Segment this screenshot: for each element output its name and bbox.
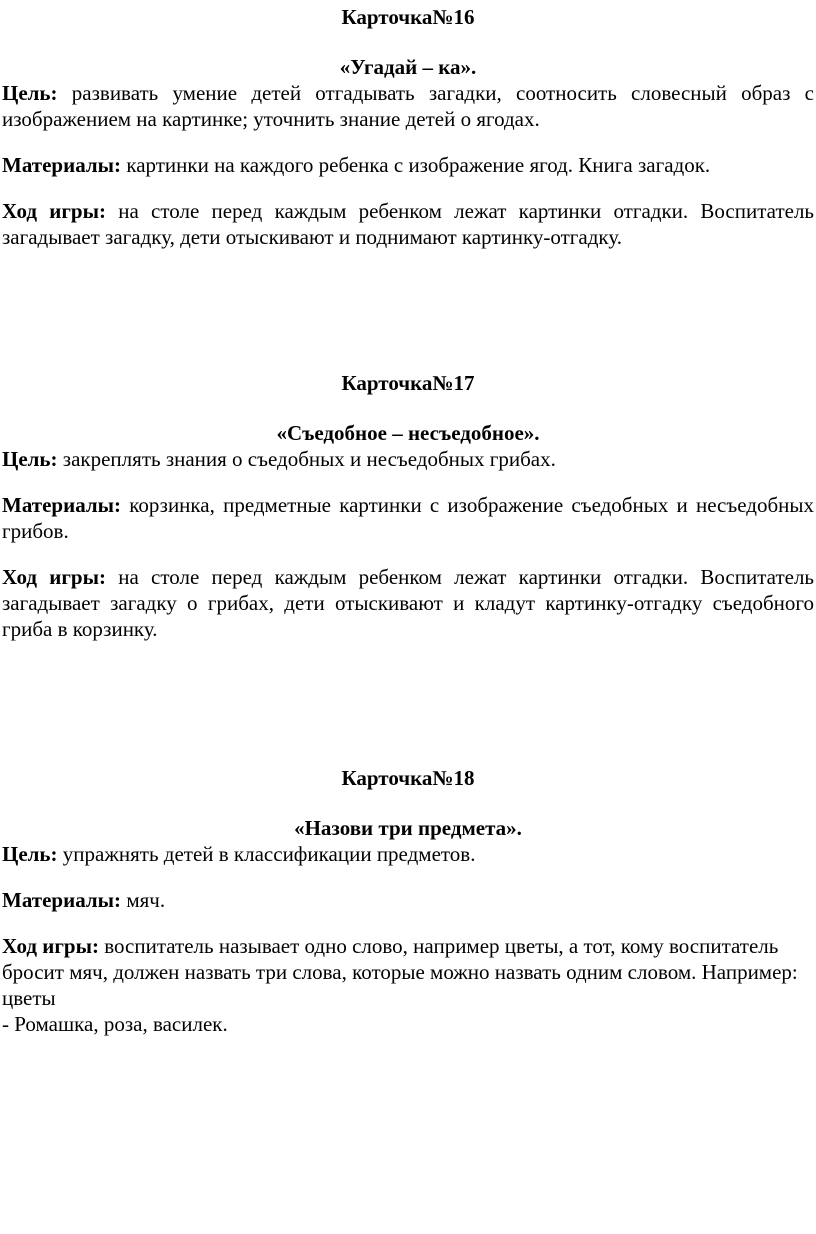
card-17 (2, 370, 814, 642)
goal-paragraph (2, 841, 814, 867)
example-line: - Ромашка, роза, василек. (2, 1012, 228, 1036)
goal-label: Цель: (2, 842, 58, 866)
goal-paragraph (2, 80, 814, 132)
materials-label: Материалы: (2, 888, 122, 912)
course-label: Ход игры: (2, 565, 106, 589)
goal-text: упражнять детей в классификации предметов. (57, 842, 476, 866)
card-18 (2, 765, 814, 1037)
goal-text: развивать умение детей отгадывать загадки, соотносить словесный образ с изображением на картинке; уточнить знание детей о ягодах. (2, 81, 814, 131)
course-label: Ход игры: (2, 199, 106, 223)
goal-label: Цель: (2, 81, 58, 105)
course-text: на столе перед каждым ребенком лежат картинки отгадки. Воспитатель загадывает загадку о грибах, дети отыскивают и кладут картинку-отгадку съедобного гриба в корзинку. (2, 565, 815, 641)
goal-text: закреплять знания о съедобных и несъедобных грибах. (57, 447, 556, 471)
card-16 (2, 4, 814, 250)
course-paragraph (2, 933, 814, 1011)
game-name: «Назови три предмета». (294, 816, 522, 840)
materials-text: корзинка, предметные картинки с изображение съедобных и несъедобных грибов. (2, 493, 814, 543)
materials-paragraph (2, 492, 814, 544)
card-title: Карточка№17 (341, 371, 475, 395)
materials-label: Материалы: (2, 153, 122, 177)
card-title: Карточка№16 (341, 5, 475, 29)
card-title: Карточка№18 (341, 766, 475, 790)
game-name: «Угадай – ка». (339, 55, 477, 79)
course-label: Ход игры: (2, 934, 99, 958)
materials-paragraph (2, 887, 814, 913)
course-paragraph (2, 198, 814, 250)
course-paragraph (2, 564, 814, 642)
materials-text: мяч. (121, 888, 166, 912)
course-text: на столе перед каждым ребенком лежат картинки отгадки. Воспитатель загадывает загадку, дети отыскивают и поднимают картинку-отгадку. (2, 199, 815, 249)
course-text: воспитатель называет одно слово, например цветы, а тот, кому воспитатель бросит мяч, должен назвать три слова, которые можно назвать одним словом. Например: цветы (2, 934, 798, 1010)
materials-paragraph (2, 152, 814, 178)
materials-text: картинки на каждого ребенка с изображение ягод. Книга загадок. (121, 153, 711, 177)
game-name: «Съедобное – несъедобное». (276, 421, 540, 445)
goal-paragraph (2, 446, 814, 472)
materials-label: Материалы: (2, 493, 122, 517)
goal-label: Цель: (2, 447, 58, 471)
